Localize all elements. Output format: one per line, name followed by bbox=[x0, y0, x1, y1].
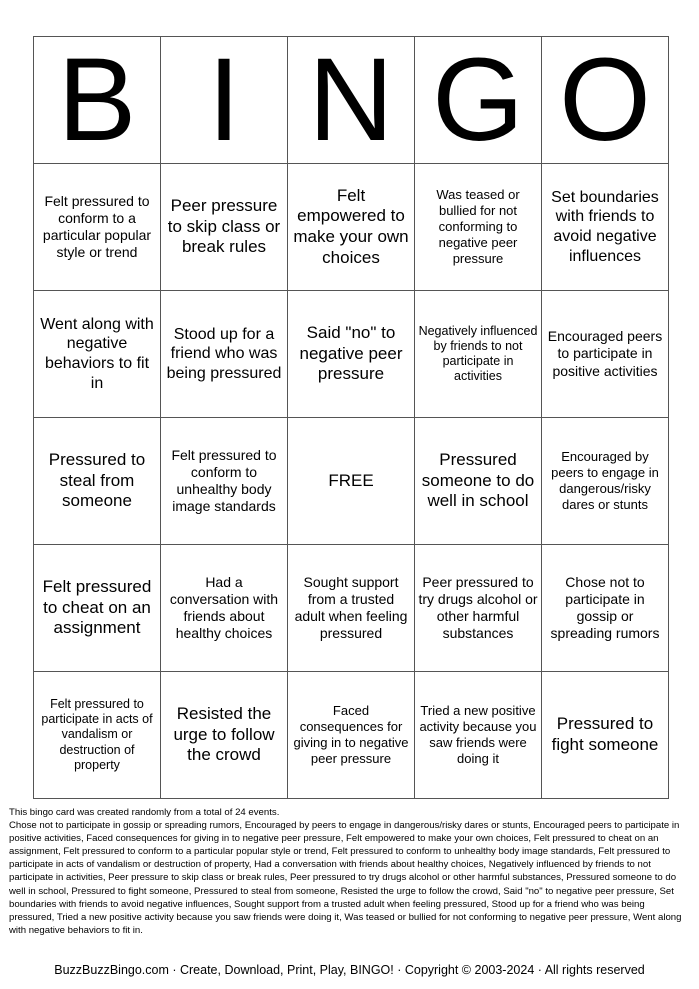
bingo-square: Negatively influenced by friends to not participate in activities bbox=[415, 291, 542, 418]
bingo-square: Was teased or bullied for not conforming to negative peer pressure bbox=[415, 164, 542, 291]
free-square: FREE bbox=[288, 418, 415, 545]
bingo-square: Pressured to fight someone bbox=[542, 672, 669, 799]
bingo-square: Set boundaries with friends to avoid negative influences bbox=[542, 164, 669, 291]
bingo-square: Peer pressure to skip class or break rules bbox=[161, 164, 288, 291]
card-row bbox=[34, 418, 669, 545]
event-list: Chose not to participate in gossip or spreading rumors, Encouraged by peers to engage in dangerous/risky dares or stunts, Encouraged peers to participate in positive activities, Faced consequences for giving in to negative peer pressure, Felt empowered to make your own choices, Felt pressured to cheat on an assignment, Felt pressured to conform to a particular popular style or trend, Felt pressured to conform to unhealthy body image standards, Felt pressured to participate in acts of vandalism or destruction of property, Had a conversation with friends about healthy choices, Negatively influenced by friends to not participate in activities, Peer pressure to skip class or break rules, Peer pressured to try drugs alcohol or other harmful substances, Pressured someone to do well in school, Pressured to fight someone, Pressured to steal from someone, Resisted the urge to follow the crowd, Said "no" to negative peer pressure, Set boundaries with friends to avoid negative influences, Sought support from a trusted adult when feeling pressured, Stood up for a friend who was being pressured, Tried a new positive activity because you saw friends were doing it, Was teased or bullied for not conforming to negative peer pressure, Went along with negative behaviors to fit in. bbox=[9, 820, 682, 936]
header-row bbox=[34, 37, 669, 164]
bingo-square: Pressured to steal from someone bbox=[34, 418, 161, 545]
card-row bbox=[34, 545, 669, 672]
card-notes bbox=[9, 806, 690, 937]
header-letter-i: I bbox=[161, 37, 288, 164]
bingo-square: Stood up for a friend who was being pressured bbox=[161, 291, 288, 418]
bingo-square: Felt pressured to cheat on an assignment bbox=[34, 545, 161, 672]
bingo-square: Resisted the urge to follow the crowd bbox=[161, 672, 288, 799]
bingo-square: Went along with negative behaviors to fit in bbox=[34, 291, 161, 418]
header-letter-o: O bbox=[542, 37, 669, 164]
bingo-square: Encouraged peers to participate in positive activities bbox=[542, 291, 669, 418]
card-row bbox=[34, 291, 669, 418]
event-count-note: This bingo card was created randomly from a total of 24 events. bbox=[9, 807, 280, 818]
bingo-square: Tried a new positive activity because you saw friends were doing it bbox=[415, 672, 542, 799]
bingo-square: Chose not to participate in gossip or spreading rumors bbox=[542, 545, 669, 672]
header-letter-n: N bbox=[288, 37, 415, 164]
bingo-square: Felt empowered to make your own choices bbox=[288, 164, 415, 291]
bingo-square: Said "no" to negative peer pressure bbox=[288, 291, 415, 418]
bingo-square: Felt pressured to conform to a particular popular style or trend bbox=[34, 164, 161, 291]
bingo-square: Pressured someone to do well in school bbox=[415, 418, 542, 545]
bingo-square: Felt pressured to participate in acts of vandalism or destruction of property bbox=[34, 672, 161, 799]
bingo-square: Sought support from a trusted adult when feeling pressured bbox=[288, 545, 415, 672]
bingo-square: Faced consequences for giving in to negative peer pressure bbox=[288, 672, 415, 799]
footer-copyright: BuzzBuzzBingo.com · Create, Download, Print, Play, BINGO! · Copyright © 2003-2024 · All rights reserved bbox=[54, 963, 645, 977]
bingo-square: Felt pressured to conform to unhealthy body image standards bbox=[161, 418, 288, 545]
header-letter-g: G bbox=[415, 37, 542, 164]
bingo-square: Peer pressured to try drugs alcohol or other harmful substances bbox=[415, 545, 542, 672]
header-letter-b: B bbox=[34, 37, 161, 164]
card-row bbox=[34, 164, 669, 291]
bingo-square: Had a conversation with friends about healthy choices bbox=[161, 545, 288, 672]
bingo-card bbox=[33, 36, 669, 799]
bingo-square: Encouraged by peers to engage in dangerous/risky dares or stunts bbox=[542, 418, 669, 545]
card-row bbox=[34, 672, 669, 799]
